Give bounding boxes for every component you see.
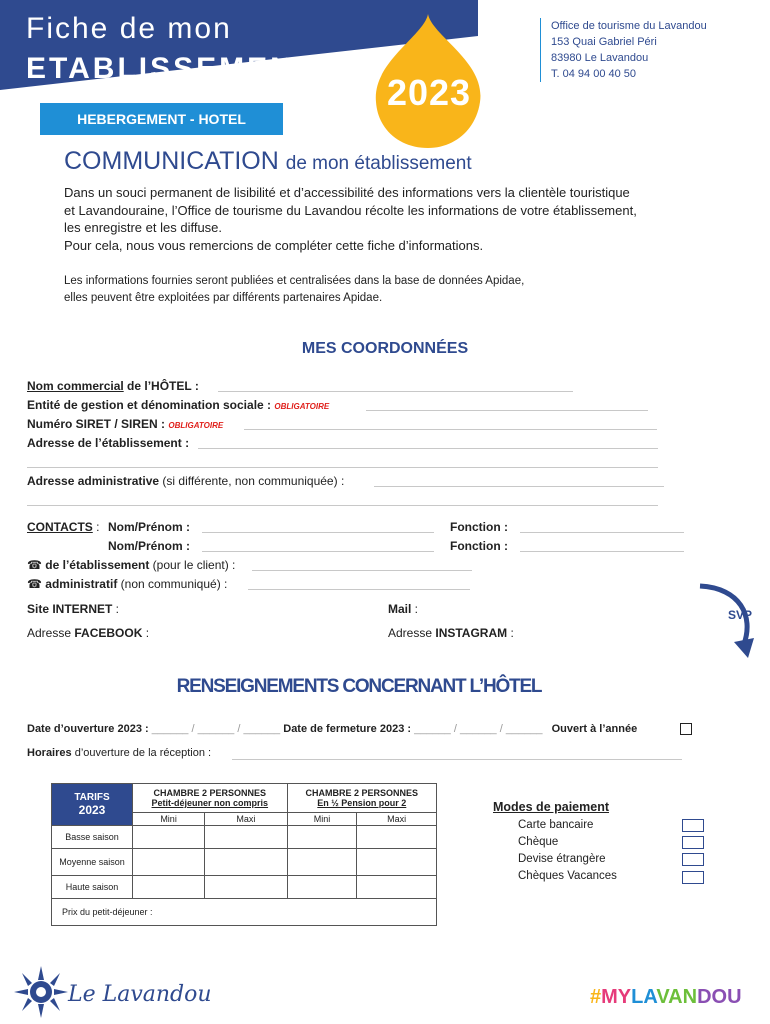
instagram-colon: : <box>507 626 514 640</box>
petit-dej-label: Prix du petit-déjeuner : <box>62 907 153 917</box>
price-cell[interactable] <box>205 876 287 899</box>
price-cell[interactable] <box>133 876 205 899</box>
adresse-field-line2[interactable] <box>27 467 658 468</box>
facebook-label <box>27 626 149 640</box>
paiement-option: Carte bancaire <box>518 819 594 831</box>
tarifs-header <box>52 784 133 826</box>
hotel-title: RENSEIGNEMENTS CONCERNANT L’HÔTEL <box>176 676 542 697</box>
col1-header <box>133 784 288 813</box>
site-label <box>27 602 119 616</box>
fonction-field-1[interactable] <box>520 532 684 533</box>
site-colon: : <box>112 602 120 616</box>
contacts-colon: : <box>92 520 100 534</box>
adresse-label: Adresse de l’établissement : <box>27 436 190 450</box>
fermeture-date-field[interactable]: ______ / ______ / ______ <box>414 723 543 735</box>
price-cell[interactable] <box>357 876 437 899</box>
office-street: 153 Quai Gabriel Péri <box>551 36 657 48</box>
logo-text: Le Lavandou <box>68 982 212 1007</box>
svp-arrow-icon <box>694 582 756 662</box>
tel-admin-note: (non communiqué) : <box>117 577 228 591</box>
category-tag: HEBERGEMENT - HOTEL <box>40 103 283 135</box>
price-cell[interactable] <box>287 826 357 849</box>
mini-header: Mini <box>287 813 357 826</box>
apidae-line: elles peuvent être exploitées par différents partenaires Apidae. <box>64 292 383 304</box>
hashtag-part: LA <box>631 986 657 1008</box>
price-cell[interactable] <box>133 826 205 849</box>
tarifs-table <box>51 783 437 926</box>
adresse-admin-note: (si différente, non communiquée) : <box>159 474 345 488</box>
nom-commercial-field[interactable] <box>218 391 573 392</box>
office-phone: T. 04 94 00 40 50 <box>551 68 637 80</box>
facebook-colon: : <box>142 626 150 640</box>
maxi-header: Maxi <box>357 813 437 826</box>
communication-title-small: de mon établissement <box>285 153 472 174</box>
hashtag-part: MY <box>601 986 632 1008</box>
paiement-checkbox[interactable] <box>682 819 704 832</box>
row-label-moyenne: Moyenne saison <box>52 849 133 876</box>
instagram-prefix: Adresse <box>388 626 436 640</box>
obligatoire-tag: OBLIGATOIRE <box>274 402 330 411</box>
price-cell[interactable] <box>357 826 437 849</box>
tel-etab-text: de l’établissement <box>45 558 150 572</box>
sun-logo-icon <box>14 966 68 1018</box>
mail-label <box>388 602 418 616</box>
fonction-label-1: Fonction : <box>450 520 508 534</box>
col2-header <box>287 784 436 813</box>
phone-icon: ☎ <box>27 577 42 591</box>
horaires-text: Horaires <box>27 747 72 759</box>
communication-title-big: COMMUNICATION <box>64 147 279 175</box>
hashtag-part: DOU <box>697 986 742 1008</box>
paiement-option: Chèque <box>518 836 559 848</box>
fonction-field-2[interactable] <box>520 551 684 552</box>
adresse-admin-field[interactable] <box>374 486 664 487</box>
tel-admin-label <box>27 577 227 591</box>
intro-line: les enregistre et les diffuse. <box>64 220 223 235</box>
intro-line: Pour cela, nous vous remercions de compléter cette fiche d’informations. <box>64 237 484 253</box>
year-label: 2023 <box>386 72 472 113</box>
nom-prenom-label-1: Nom/Prénom : <box>108 520 191 534</box>
adresse-admin-field-line2[interactable] <box>27 505 658 506</box>
price-cell[interactable] <box>205 826 287 849</box>
paiement-option: Chèques Vacances <box>518 870 617 882</box>
office-city: 83980 Le Lavandou <box>551 52 649 64</box>
siret-text: Numéro SIRET / SIREN : <box>27 417 166 431</box>
contacts-text: CONTACTS <box>27 520 93 534</box>
mini-header: Mini <box>133 813 205 826</box>
nom-prenom-label-2: Nom/Prénom : <box>108 539 191 553</box>
hashtag-part: # <box>590 986 602 1008</box>
communication-title <box>64 147 472 176</box>
fonction-label-2: Fonction : <box>450 539 508 553</box>
tel-admin-text: administratif <box>45 577 118 591</box>
nom-commercial-suffix: de l’HÔTEL : <box>123 379 199 393</box>
paiement-title: Modes de paiement <box>493 800 609 814</box>
coordonnees-title: MES COORDONNÉES <box>301 340 469 357</box>
apidae-paragraph <box>64 273 724 307</box>
siret-label <box>27 417 223 431</box>
annee-label: Ouvert à l’année <box>551 723 638 735</box>
tel-admin-field[interactable] <box>248 589 470 590</box>
nom-commercial-text: Nom commercial <box>27 379 124 393</box>
instagram-text: INSTAGRAM <box>435 626 508 640</box>
title-line1: Fiche de mon <box>26 12 232 45</box>
annee-checkbox[interactable] <box>680 723 692 735</box>
nom-commercial-label <box>27 379 199 393</box>
entite-label <box>27 398 329 412</box>
horaires-field[interactable] <box>232 759 682 760</box>
tarifs-head-title: TARIFS <box>74 792 110 803</box>
nom-prenom-field-2[interactable] <box>202 551 434 552</box>
tel-etab-note: (pour le client) : <box>149 558 236 572</box>
row-label-basse: Basse saison <box>52 826 133 849</box>
petit-dej-row[interactable] <box>52 899 437 926</box>
svp-label: SVP <box>728 608 753 622</box>
title-line2: ETABLISSEMENT <box>26 52 317 85</box>
adresse-field[interactable] <box>198 448 658 449</box>
siret-field[interactable] <box>244 429 657 430</box>
hashtag-part: VAN <box>656 986 698 1008</box>
row-label-haute: Haute saison <box>52 876 133 899</box>
ouverture-row <box>27 723 637 735</box>
site-text: Site INTERNET <box>27 602 113 616</box>
ouverture-date-field[interactable]: ______ / ______ / ______ <box>151 723 281 735</box>
col2-sub: En ½ Pension pour 2 <box>317 798 407 808</box>
mail-text: Mail <box>388 602 412 616</box>
price-cell[interactable] <box>357 849 437 876</box>
fermeture-label: Date de fermeture 2023 : <box>283 723 412 735</box>
entite-text: Entité de gestion et dénomination sociale : <box>27 398 272 412</box>
maxi-header: Maxi <box>205 813 287 826</box>
ouverture-label: Date d’ouverture 2023 : <box>27 723 149 735</box>
phone-icon: ☎ <box>27 558 42 572</box>
adresse-admin-text: Adresse administrative <box>27 474 160 488</box>
hashtag <box>590 986 742 1009</box>
entite-field[interactable] <box>366 410 648 411</box>
intro-line: Dans un souci permanent de lisibilité et d’accessibilité des informations vers la clientèle touristique <box>64 185 630 200</box>
horaires-row <box>27 747 211 759</box>
price-cell[interactable] <box>287 849 357 876</box>
facebook-prefix: Adresse <box>27 626 75 640</box>
instagram-label <box>388 626 514 640</box>
adresse-admin-label <box>27 474 344 488</box>
mail-colon: : <box>411 602 419 616</box>
facebook-text: FACEBOOK <box>74 626 143 640</box>
paiement-checkbox[interactable] <box>682 836 704 849</box>
office-address <box>540 18 707 82</box>
col1-sub: Petit-déjeuner non compris <box>151 798 269 808</box>
paiement-option: Devise étrangère <box>518 853 606 865</box>
tel-etab-label <box>27 558 235 572</box>
apidae-line: Les informations fournies seront publiées et centralisées dans la base de données Apidae, <box>64 275 525 287</box>
price-cell[interactable] <box>287 876 357 899</box>
col2-title: CHAMBRE 2 PERSONNES <box>305 788 419 798</box>
paiement-checkbox[interactable] <box>682 853 704 866</box>
contacts-label <box>27 520 99 534</box>
tarifs-head-year: 2023 <box>78 803 106 817</box>
horaires-note: d’ouverture de la réception : <box>71 747 212 759</box>
tel-etab-field[interactable] <box>252 570 472 571</box>
obligatoire-tag: OBLIGATOIRE <box>168 421 224 430</box>
price-cell[interactable] <box>133 849 205 876</box>
intro-paragraph <box>64 184 724 254</box>
office-name: Office de tourisme du Lavandou <box>551 20 707 32</box>
intro-line: et Lavandouraine, l’Office de tourisme du Lavandou récolte les informations de votre établissement, <box>64 202 637 218</box>
paiement-checkbox[interactable] <box>682 871 704 884</box>
price-cell[interactable] <box>205 849 287 876</box>
col1-title: CHAMBRE 2 PERSONNES <box>153 788 267 798</box>
nom-prenom-field-1[interactable] <box>202 532 434 533</box>
